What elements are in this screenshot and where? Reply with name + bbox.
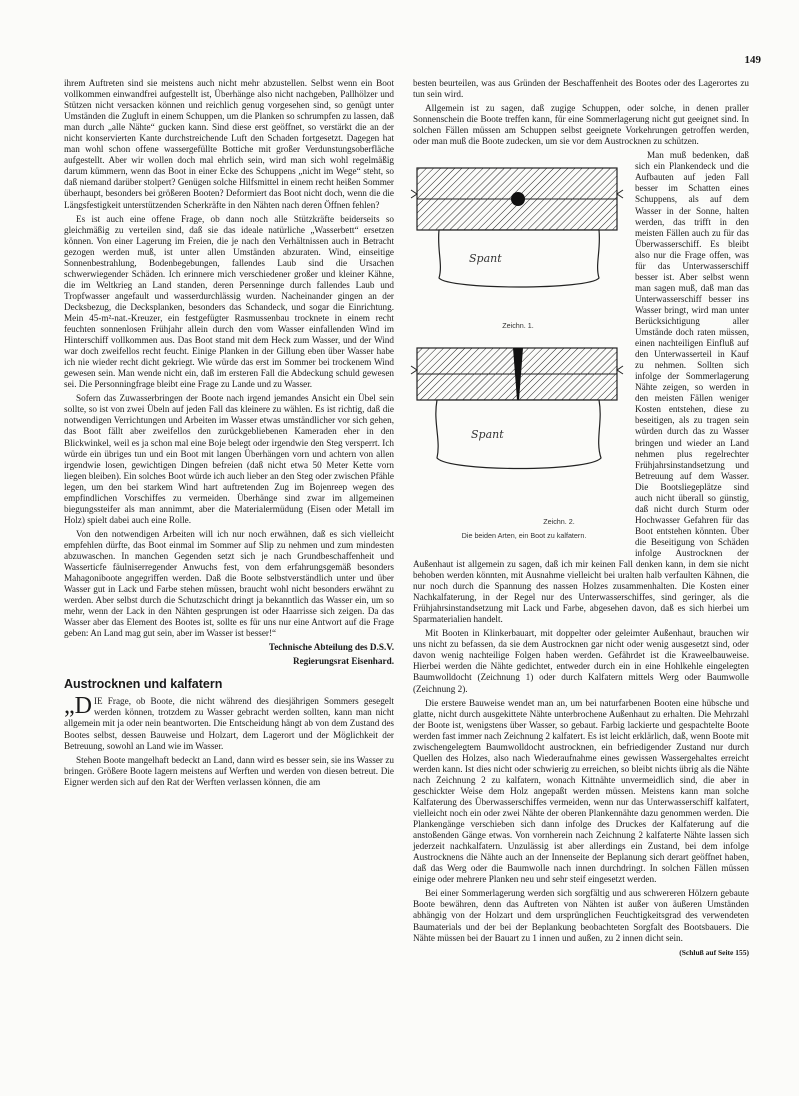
- paragraph: Sofern das Zuwasserbringen der Boote nach irgend jemandes Ansicht ein Übel sein sollte, so ist von zwei Übeln auf jeden Fall das kleinere zu wählen. Es ist richtig, daß die notwendigen Verrichtungen und Arbeiten im Wasser etwas umständlicher vor sich gehen, das Boot fällt aber zweifellos den zurückgebliebenen Kameraden eher in den Blickwinkel, weil es ja schon mal eine Boje belegt oder irgendwie den Steg versperrt. Ich würde ein übriges tun und ein Boot mit langen Überhängen vorn und achtern von allen irgendwie losen, gewichtigen Dingen befreien (daß nicht etwa 50 Meter Kette vorn liegen bleiben). Ein solches Boot würde ich auch lieber an den Steg oder zwischen Pfähle legen, um den bei starkem Wind hart auftretenden Zug im Bojenreep wegen des empfindlichen Vorschiffes zu vermeiden. Überhänge sind zwar im allgemeinen biegungssteifer als man annimmt, aber die Materialermüdung (Eisen oder Metall im Holz) spielt dabei auch eine Rolle.: [64, 393, 394, 525]
- intro-paragraph: [64, 693, 394, 751]
- frame-outline-2: [436, 400, 601, 469]
- article-heading: Austrocknen und kalfatern: [64, 677, 223, 692]
- caption-fig2: Zeichn. 2.: [543, 517, 575, 527]
- paragraph: Stehen Boote mangelhaft bedeckt an Land, dann wird es besser sein, sie ins Wasser zu bringen. Größere Boote lagern meistens auf Werften und werden von diesen betreut. Die Eigner werden sich auf den Rat der Werften verlassen können, die am: [64, 754, 394, 787]
- label-spant-1: Spant: [469, 252, 502, 266]
- right-column: [413, 78, 749, 958]
- paragraph: Allgemein ist zu sagen, daß zugige Schuppen, oder solche, in denen praller Sonnenschein die Boote treffen kann, für eine Sommerlagerung nicht gut geeignet sind. In solchen Fällen müssen am Schuppen selbst geeignete Vorkehrungen getroffen werden, oder man muß die Boote zudecken, um sie vor dem Austrocknen zu schützen.: [413, 103, 749, 147]
- paragraph: ihrem Auftreten sind sie meistens auch nicht mehr abzustellen. Selbst wenn ein Boot vollkommen einwandfrei aufgestellt ist, Überhänge also nicht nachgeben, Pallhölzer und Stützen nicht versacken können und reichlich genug vorgesehen sind, so genügt unter Umständen die Zugluft in einem Schuppen, um die Planken so schrumpfen zu lassen, daß man durch „alle Nähte“ gucken kann. Sind diese erst geöffnet, so verstärkt die an der nicht konservierten Kante durchstreichende Luft den Schaden fortgesetzt. Dagegen hat man wohl schon offene wassergefüllte Bottiche mit großer Verdunstungsoberfläche aufgestellt. Aber wir wollen doch mal ehrlich sein, wird man sich wohl regelmäßig darum kümmern, wenn das Boot in einer Ecke des Schuppens „nicht im Wege“ steht, so daß niemand darüber stolpert? Genügen solche Hilfsmittel in einem recht heißen Sommer überhaupt, besonders bei größeren Booten? Deformiert das Boot nicht doch, wenn die die Längsfestigkeit unterstützenden Scherkräfte in den Nähten nach deren Öffnen fehlen?: [64, 78, 394, 210]
- drawing-1: [409, 150, 627, 340]
- common-caption: Die beiden Arten, ein Boot zu kalfatern.: [461, 531, 587, 541]
- drop-cap: „D: [64, 693, 92, 720]
- intro-text: IE Frage, ob Boote, die nicht während des diesjährigen Sommers gesegelt werden können, trotzdem zu Wasser gebracht werden sollten, kann man nicht allgemein mit ja oder nein beantworten. Die Entscheidung hängt ab von dem Zustand des Bootes selbst, dessen Bauweise und Holzart, dem Lagerort und der Möglichkeit der Betreuung, sowohl an Land wie im Wasser.: [64, 696, 394, 751]
- paragraph: Mit Booten in Klinkerbauart, mit doppelter oder geleimter Außenhaut, brauchen wir uns nicht zu befassen, da sie dem Austrocknen gar nicht oder wenig ausgesetzt sind, oder davon wenig nachteilige Folgen haben werden. Gefährdet ist die Kraweelbauweise. Hierbei werden die Nähte gedichtet, entweder durch ein in eine Hohlkehle eingelegten Baumwolldocht (Zeichnung 1) oder durch Kalfatern mittels Werg oder Baumwolle (Zeichnung 2).: [413, 628, 749, 694]
- paragraph: besten beurteilen, was aus Gründen der Beschaffenheit des Bootes oder des Lagerortes zu tun sein wird.: [413, 78, 749, 100]
- label-spant-2: Spant: [471, 428, 504, 442]
- frame-outline: [439, 230, 600, 287]
- continuation-note: (Schluß auf Seite 155): [679, 947, 749, 957]
- page-number: 149: [744, 54, 761, 66]
- left-column: [64, 78, 394, 791]
- figure-kalfatern: [409, 150, 627, 550]
- paragraph: Die erstere Bauweise wendet man an, um bei naturfarbenen Booten eine hübsche und glatte, nicht durch ausgekittete Nähte unterbrochene Außenhaut zu erhalten. Die Mehrzahl der Boote ist, wenigstens über Wasser, so gebaut. Farbig lackierte und gespachtelte Boote werden fast immer nach Zeichnung 2 kalfatert. Es ist leicht erklärlich, daß, wenn Boote mit zwischengelegtem Baumwolldocht austrocknen, ein befriedigender Zustand nur durch Quellen des Holzes, also nach Wiederaufnahme eines gewissen Wassergehaltes erreicht werden kann. Ist dies nicht oder schwierig zu erreichen, so bleibt nichts übrig als die Nähte nach Zeichnung 2 zu kalfatern, wonach Kittnähte unvermeidlich sind, die aber in geschickter Weise dem Holz angepaßt werden müssen. Meistens kann man solche Kalfaterung des Überwasserschiffes vermeiden, wenn nur das Unterwasserschiff kalfatert, vielleicht noch ein oder zwei Nähte der oberen Plankennähte dazu genommen werden. Die Plankengänge verschieben sich dann infolge des Druckes der Kalfaterung auf die anstoßenden Gänge etwas. Von vornherein nach Zeichnung 2 kalfaterte Nähte lassen sich jederzeit nachkalfatern. Unzulässig ist aber allerdings ein Zustand, bei dem infolge Austrocknens die Nähte auch an der Innenseite der Beplanung sich derart geöffnet haben, daß das Werg oder die Baumwolle nach innen durchdringt. In solchen Fällen müssen einige oder mehrere Planken neu und sehr steif eingesetzt werden.: [413, 697, 749, 885]
- drawing-2: [409, 340, 627, 550]
- signature-line-1: Technische Abteilung des D.S.V.: [268, 642, 394, 653]
- signature-line-2: Regierungsrat Eisenhard.: [292, 656, 394, 667]
- cotton-wick: [511, 192, 525, 206]
- caption-fig1: Zeichn. 1.: [502, 321, 534, 331]
- paragraph: Bei einer Sommerlagerung werden sich sorgfältig und aus schwereren Hölzern gebaute Boote bewähren, denn das Auftreten von Nähten ist außer von äußeren Umständen abhängig von der Holzart und dem ursprünglichen Feuchtigkeitsgrad des verwendeten Baumaterials und der bei der Beplankung beobachteten Sorgfalt des Bootsbauers. Die Nähte müssen bei der Bauart zu 1 innen und außen, zu 2 innen dicht sein.: [413, 888, 749, 943]
- paragraph: Man muß bedenken, daß sich ein Plankendeck und die Aufbauten auf jeden Fall besser im Schatten eines Schuppens, als auf dem Wasser in der Sonne, halten werden, das trifft in den meisten Fällen auch zu für das Überwasserschiff. Es bleibt also nur die Frage offen, was für das Unterwasserschiff besser ist. Aber selbst wenn man sagen muß, daß man das Unterwasserschiff besser ins Wasser bringt, wird man unter Berücksichtigung aller Umstände doch raten müssen, einen nachteiligen Einfluß auf den Unterwasserteil in Kauf zu nehmen. Sollten sich infolge der Sommerlagerung Nähte zeigen, so werden in den meisten Fällen weniger Kosten entstehen, diese zu beseitigen, als zu tragen sein würden durch das zu Wasser bringen und wieder an Land nehmen plus regelrechter Frühjahrsinstandsetzung und Betreuung auf dem Wasser. Die Bootsliegeplätze sind auch nicht überall so günstig, daß nicht durch Sturm oder Hochwasser Gefahren für das Boot entstehen könnten. Über die Beseitigung von Schäden infolge Austrocknen der Außenhaut ist allgemein zu sagen, daß ich mir keinen Fall denken kann, in dem sie nicht behoben werden könnten, mit Ausnahme vielleicht bei uralten halb verfaulten Kähnen, die nur noch durch die Spannung des nassen Holzes zusammenhalten. Die Kosten einer Nachkalfaterung, in der Regel nur des Unterwasserschiffes, sind geringer, als die Frühjahrsinstandsetzung mit Lack und Farbe, abgesehen davon, daß es sich hierbei um Sparmaterialien handelt.: [413, 150, 749, 625]
- paragraph: Es ist auch eine offene Frage, ob dann noch alle Stützkräfte beiderseits so gleichmäßig zu verteilen sind, daß sie das ideale natürliche „Wasserbett“ ersetzen können. Von einer Lagerung im Freien, die je nach den Verhältnissen auch in Betracht gezogen werden muß, ist unter allen Umständen abzuraten. Wind, einseitige Sonnenbestrahlung, Bodenbegebungen, fallendes Laub sind die Ursachen schwerwiegender Schäden. Ich erinnere mich verschiedener großer und kleiner Kähne, die im Weltkrieg an Land standen, deren Persenninge durch fallendes Laub und Tropfwasser angefault und wasserdurchlässig wurden. Nacheinander gingen an der Decksbezug, die Decksplanken, besonders das Schandeck, und sogar die Einrichtung. Mein 45-m²-nat.-Kreuzer, ein festgefügter Rasmussenbau trocknete in einem recht feuchten sonnenlosen Frühjahr allein durch den vom Wasser einfallenden Wind im Hinterschiff vollkommen aus. Das Boot stand mit dem Heck zum Wasser, und der Wind war doch zweifellos recht feucht. Einige Planken in der Gillung eben über Wasser habe ich nie wieder recht dicht gekriegt. Wie würde das erst im Sommer bei trockenem Wind gewesen sein. Man wende nicht ein, daß im ersteren Fall die Abdeckung schuld gewesen sei. Die Personningfrage bleibt eine Frage zu Lande und zu Wasser.: [64, 213, 394, 390]
- paragraph: Von den notwendigen Arbeiten will ich nur noch erwähnen, daß es sich vielleicht empfehlen dürfte, das Boot einmal im Sommer auf Slip zu nehmen und zum mindesten abzuwaschen. In manchen Gegenden setzt sich je nach Grundbeschaffenheit und Wasserticfe fäulniserregender Anwuchs fest, von dem erfahrungsgemäß besonders Mahagoniboote angegriffen werden. Daß die Boote selbstverständlich unter und über Wasser gut in Lack und Farbe stehen müssen, braucht wohl nicht besonders erwähnt zu werden. Aber selbst durch die Schutzschicht dringt ja bekanntlich das Wasser ein, um so mehr, wenn der Lack in den Nähten gesprungen ist oder Haarrisse sich zeigen. Da das Wasser aber das Element des Bootes ist, sollte es für uns nur eine Antwort auf die Frage geben: An Land mag gut sein, aber im Wasser ist besser!“: [64, 528, 394, 639]
